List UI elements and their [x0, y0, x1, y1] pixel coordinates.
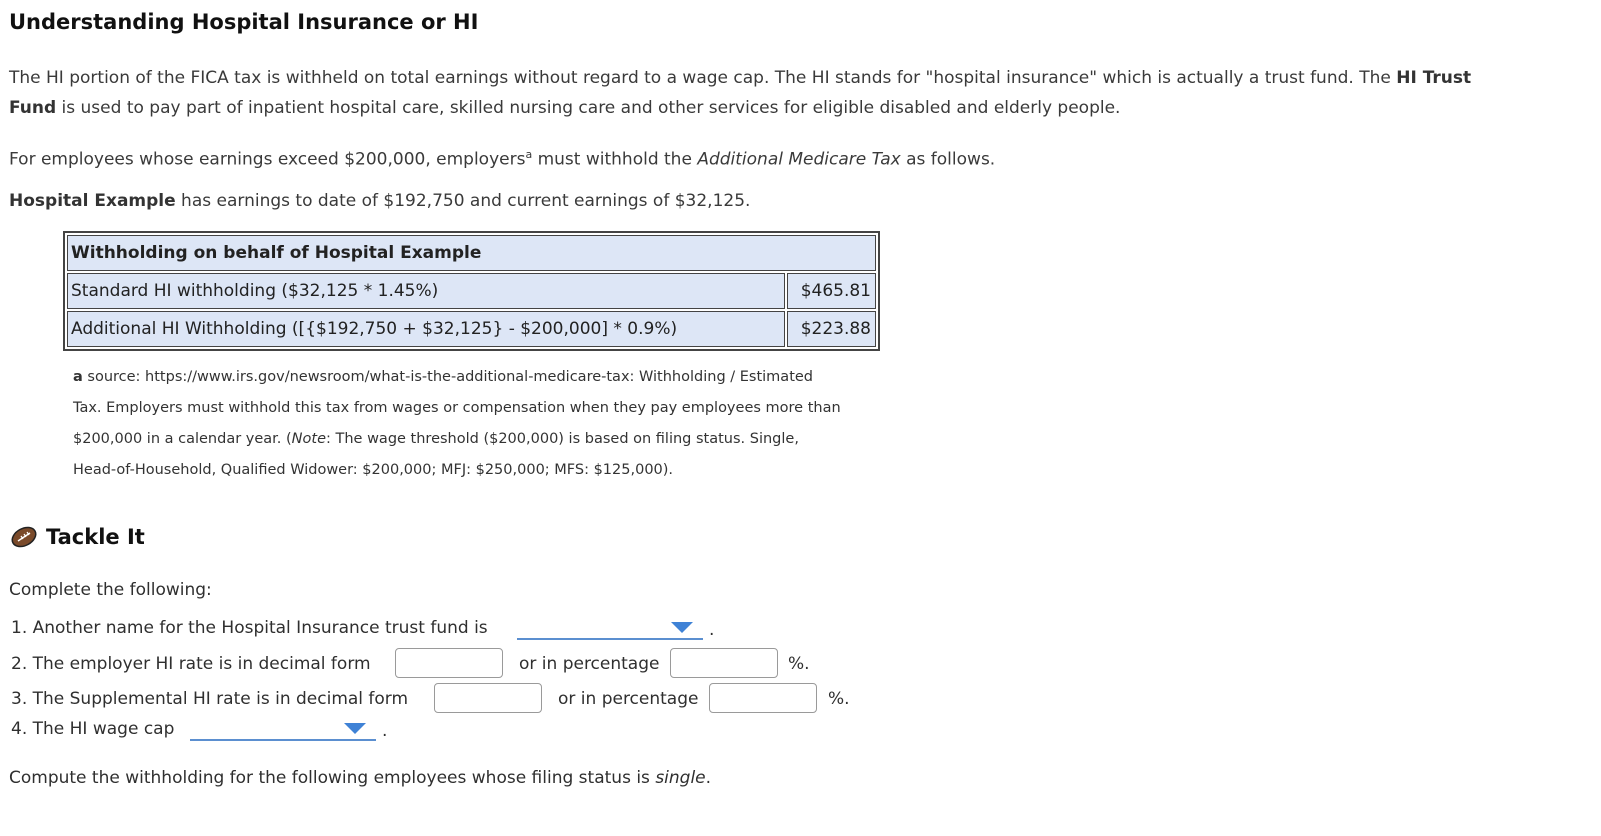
table-row [67, 311, 876, 347]
intro-paragraph-3: Hospital Example has earnings to date of $192,750 and current earnings of $32,125. [9, 191, 751, 211]
table-cell-label: Standard HI withholding ($32,125 * 1.45%) [67, 273, 785, 309]
question-1: 1. Another name for the Hospital Insurance trust fund is [11, 618, 488, 638]
employer-hi-decimal-input[interactable] [395, 648, 503, 678]
table-row [67, 273, 876, 309]
footnote-ref: a [525, 148, 533, 161]
question-3: 3. The Supplemental HI rate is in decimal form [11, 689, 409, 709]
footnote-line-1: a source: https://www.irs.gov/newsroom/what-is-the-additional-medicare-tax: Withholding / Estimated [73, 369, 814, 385]
intro-paragraph-2: For employees whose earnings exceed $200,000, employers$^a$ must withhold the Additional Medicare Tax as follows. [9, 148, 996, 170]
football-icon [10, 526, 38, 548]
question-4: 4. The HI wage cap [11, 719, 175, 739]
percent-sign: %. [828, 689, 850, 709]
table-cell-amount: $223.88 [787, 311, 876, 347]
tackle-intro: Complete the following: [9, 580, 212, 600]
intro-paragraph-1-cont: Fund is used to pay part of inpatient hospital care, skilled nursing care and other services for eligible disabled and elderly people. [9, 98, 1121, 118]
table-header: Withholding on behalf of Hospital Example [67, 235, 876, 271]
period: . [382, 721, 388, 741]
supplemental-hi-decimal-input[interactable] [434, 683, 542, 713]
page-title: Understanding Hospital Insurance or HI [9, 10, 479, 34]
wage-cap-dropdown[interactable] [190, 723, 376, 741]
question-2: 2. The employer HI rate is in decimal form [11, 654, 371, 674]
period: . [709, 620, 715, 640]
footnote [73, 362, 873, 486]
percent-sign: %. [788, 654, 810, 674]
tackle-it-heading: Tackle It [10, 525, 145, 549]
question-3-percentage-label: or in percentage [558, 689, 699, 709]
footnote-line-3: $200,000 in a calendar year. (Note: The wage threshold ($200,000) is based on filing status. Single, [73, 431, 799, 447]
withholding-table [63, 231, 880, 351]
compute-instruction: Compute the withholding for the following employees whose filing status is single. [9, 768, 712, 788]
dropdown-arrow-icon [344, 723, 366, 734]
footnote-line-4: Head-of-Household, Qualified Widower: $200,000; MFJ: $250,000; MFS: $125,000). [73, 462, 674, 478]
footnote-line-2: Tax. Employers must withhold this tax from wages or compensation when they pay employees more than [73, 400, 841, 416]
dropdown-arrow-icon [671, 622, 693, 633]
table-cell-label: Additional HI Withholding ([{$192,750 + $32,125} - $200,000] * 0.9%) [67, 311, 785, 347]
supplemental-hi-percentage-input[interactable] [709, 683, 817, 713]
table-header-row [67, 235, 876, 271]
trust-fund-dropdown[interactable] [517, 622, 703, 640]
intro-paragraph-1: The HI portion of the FICA tax is withheld on total earnings without regard to a wage cap. The HI stands for "hospital insurance" which is actually a trust fund. The HI Trust [9, 68, 1472, 88]
employer-hi-percentage-input[interactable] [670, 648, 778, 678]
question-2-percentage-label: or in percentage [519, 654, 660, 674]
table-cell-amount: $465.81 [787, 273, 876, 309]
